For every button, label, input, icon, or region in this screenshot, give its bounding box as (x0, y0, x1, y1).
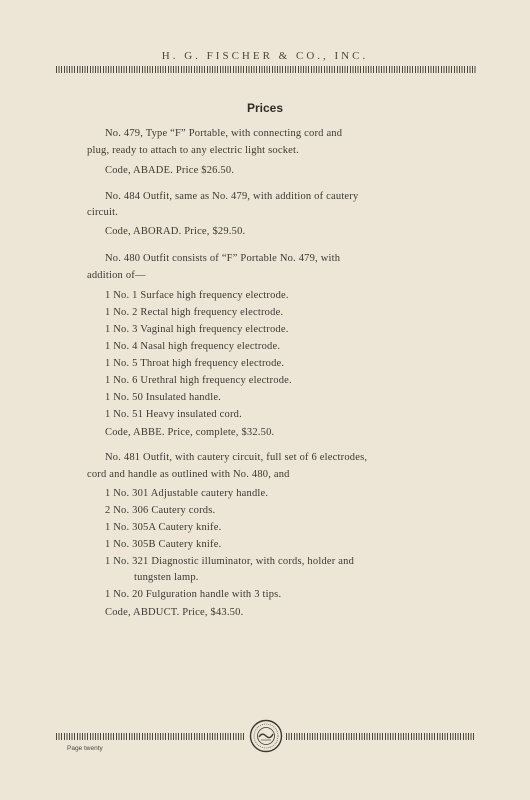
list-item: 1 No. 4 Nasal high frequency electrode. (105, 341, 281, 352)
footer-rule-right (286, 733, 476, 740)
item-484-code: Code, ABORAD. Price, $29.50. (105, 226, 246, 237)
list-item: 1 No. 305B Cautery knife. (105, 539, 222, 550)
company-header: H. G. FISCHER & CO., INC. (161, 50, 369, 62)
list-item: 1 No. 5 Throat high frequency electrode. (105, 358, 285, 369)
list-item: 1 No. 51 Heavy insulated cord. (105, 409, 242, 420)
item-484-text-cont: circuit. (87, 207, 119, 218)
item-480-text-cont: addition of— (87, 270, 146, 281)
item-479-code: Code, ABADE. Price $26.50. (105, 165, 235, 176)
list-item: 1 No. 2 Rectal high frequency electrode. (105, 307, 284, 318)
item-479-text-cont: plug, ready to attach to any electric light socket. (87, 145, 299, 156)
list-item: 1 No. 301 Adjustable cautery handle. (105, 488, 269, 499)
list-item: 1 No. 6 Urethral high frequency electrode. (105, 375, 292, 386)
item-480-code: Code, ABBE. Price, complete, $32.50. (105, 427, 275, 438)
list-item: 1 No. 1 Surface high frequency electrode. (105, 290, 289, 301)
item-480-text: No. 480 Outfit consists of “F” Portable No. 479, with (105, 253, 341, 264)
list-item: 2 No. 306 Cautery cords. (105, 505, 216, 516)
list-item: 1 No. 305A Cautery knife. (105, 522, 222, 533)
list-item: 1 No. 3 Vaginal high frequency electrode. (105, 324, 289, 335)
list-item: 1 No. 321 Diagnostic illuminator, with cords, holder and (105, 556, 355, 567)
page-title: Prices (246, 101, 284, 115)
footer-rule-left (56, 733, 246, 740)
header-rule (56, 66, 476, 73)
list-item: 1 No. 50 Insulated handle. (105, 392, 222, 403)
item-481-text-cont: cord and handle as outlined with No. 480, and (87, 469, 290, 480)
item-484-text: No. 484 Outfit, same as No. 479, with addition of cautery (105, 191, 359, 202)
list-item-cont: tungsten lamp. (134, 572, 199, 583)
item-481-code: Code, ABDUCT. Price, $43.50. (105, 607, 244, 618)
item-481-text: No. 481 Outfit, with cautery circuit, full set of 6 electrodes, (105, 452, 368, 463)
list-item: 1 No. 20 Fulguration handle with 3 tips. (105, 589, 282, 600)
page-number: Page twenty (67, 745, 103, 752)
item-479-text: No. 479, Type “F” Portable, with connecting cord and (105, 128, 343, 139)
fischer-seal-logo (249, 719, 283, 753)
